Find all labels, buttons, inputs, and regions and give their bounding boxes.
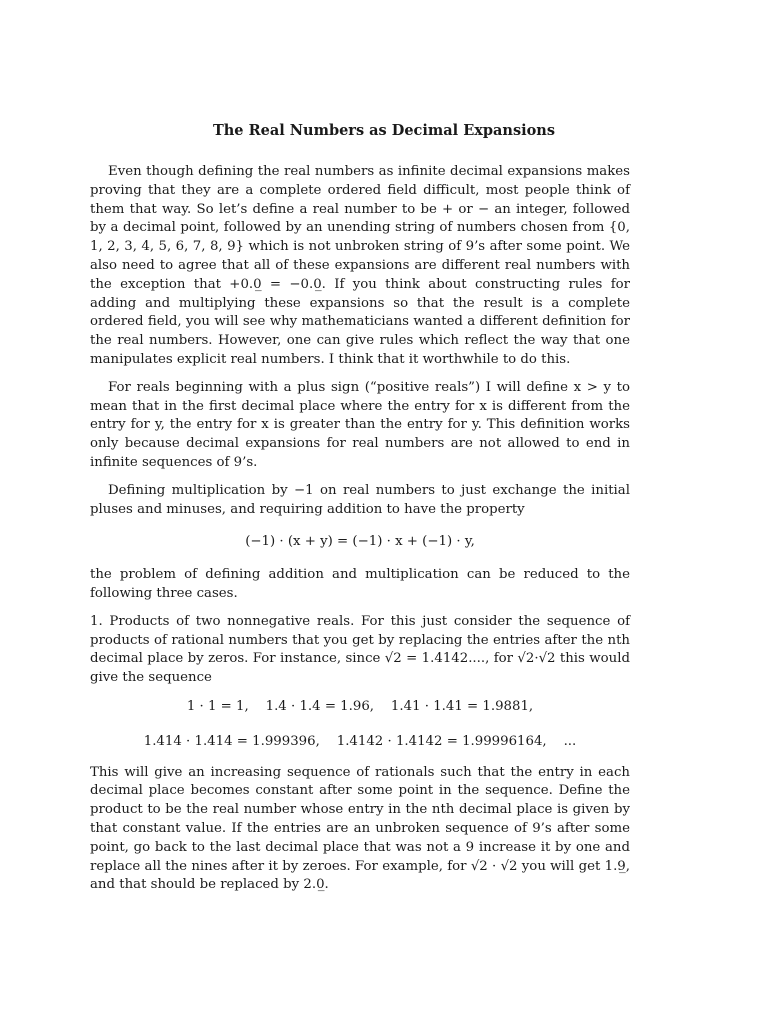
equation-sequence-2: 1.414 · 1.414 = 1.999396, 1.4142 · 1.4142 = 1.99996164, ... xyxy=(143,733,577,749)
document-body xyxy=(90,163,630,904)
paragraph-cases: the problem of defining addition and multiplication can be reduced to the following three cases. xyxy=(90,567,630,601)
equation-distributive: (−1) · (x + y) = (−1) · x + (−1) · y, xyxy=(245,534,475,550)
paragraph-product-definition: This will give an increasing sequence of rationals such that the entry in each decimal place becomes constant after some point in the sequence. Define the product to be the real number whose entry in the nth decimal place is given by that constant value. If the entries are an unbroken sequence of 9’s after some point, go back to the last decimal place that was not a 9 increase it by one and replace all the nines after it by zeroes. For example, for √2 · √2 you will get 1.9̲, and that should be replaced by 2.0̲. xyxy=(90,764,630,893)
equation-sequence-1: 1 · 1 = 1, 1.4 · 1.4 = 1.96, 1.41 · 1.41 = 1.9881, xyxy=(186,698,534,714)
paragraph-multiplication: Defining multiplication by −1 on real numbers to just exchange the initial pluses and minuses, and requiring addition to have the property xyxy=(90,482,630,517)
paragraph-intro: Even though defining the real numbers as infinite decimal expansions makes proving that they are a complete ordered field difficult, most people think of them that way. So let’s define a real number to be + or − an integer, followed by a decimal point, followed by an unending string of numbers chosen from {0, 1, 2, 3, 4, 5, 6, 7, 8, 9} which is not unbroken string of 9’s after some point. We also need to agree that all of these expansions are different real numbers with the exception that +0.0̲ = −0.0̲. If you think about constructing rules for adding and multiplying these expansions so that the result is a complete ordered field, you will see why mathematicians wanted a different definition for the real numbers. However, one can give rules which reflect the way that one manipulates explicit real numbers. I think that it worthwhile to do this. xyxy=(90,164,630,367)
paragraph-ordering: For reals beginning with a plus sign (“positive reals”) I will define x > y to mean that in the first decimal place where the entry for x is different from the entry for y, the entry for x is greater than the entry for y. This definition works only because decimal expansions for real numbers are not allowed to end in infinite sequences of 9’s. xyxy=(90,379,630,470)
page-title: The Real Numbers as Decimal Expansions xyxy=(212,122,556,139)
paragraph-case-one: 1. Products of two nonnegative reals. For this just consider the sequence of products of rational numbers that you get by replacing the entries after the nth decimal place by zeros. For instance, since √2 = 1.4142...., for √2·√2 this would give the sequence xyxy=(90,613,630,686)
